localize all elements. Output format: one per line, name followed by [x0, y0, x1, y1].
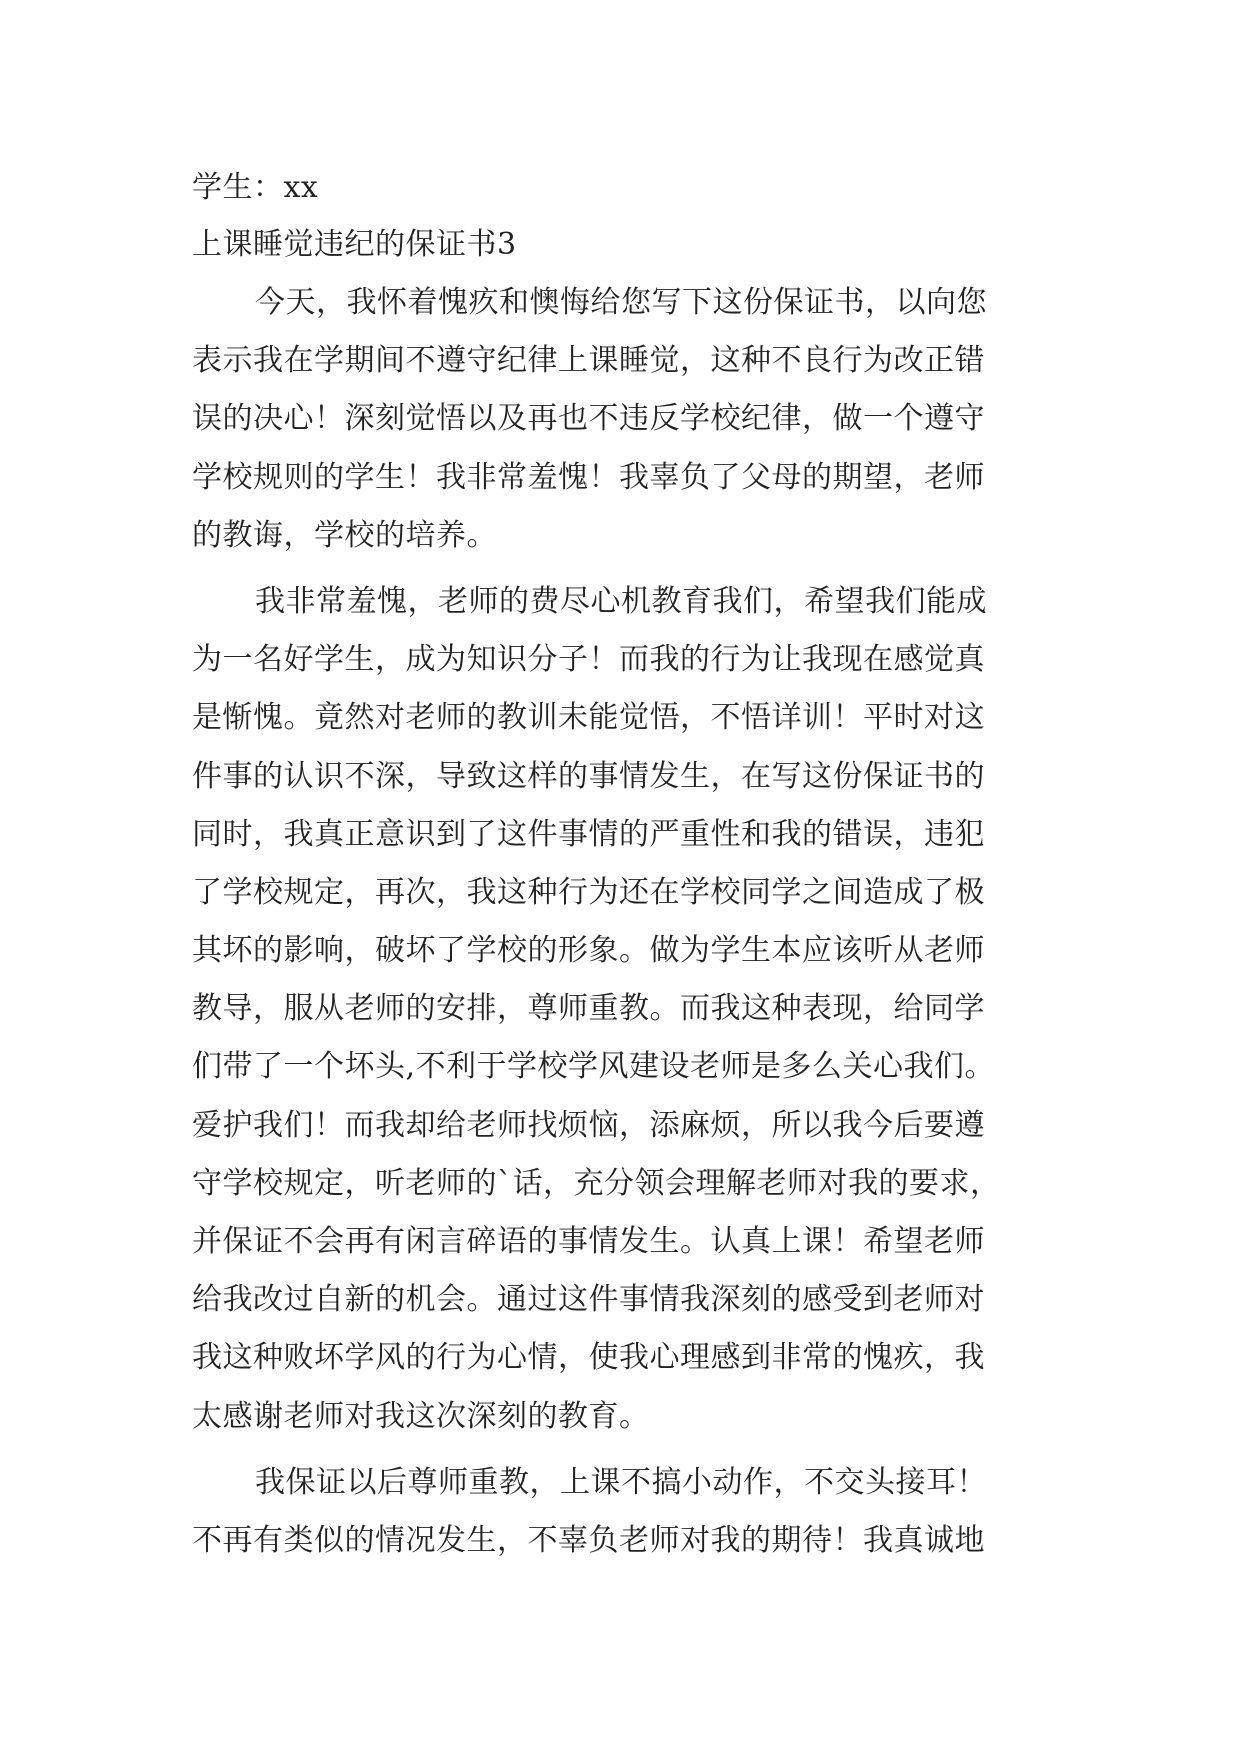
- paragraph-line: 给我改过自新的机会。通过这件事情我深刻的感受到老师对: [192, 1282, 985, 1318]
- paragraph-line: 的教诲，学校的培养。: [192, 517, 497, 553]
- paragraph-line: 爱护我们！而我却给老师找烦恼，添麻烦，所以我今后要遵: [192, 1107, 985, 1143]
- paragraph-3: [192, 1454, 1068, 1570]
- paragraph-line: 其坏的影响，破坏了学校的形象。做为学生本应该听从老师: [192, 933, 985, 969]
- paragraph-line: 教导，服从老师的安排，尊师重教。而我这种表现，给同学: [192, 991, 985, 1027]
- paragraph-line: 今天，我怀着愧疚和懊悔给您写下这份保证书，以向您: [255, 285, 987, 320]
- paragraph-line: 了学校规定，再次，我这种行为还在学校同学之间造成了极: [192, 874, 985, 910]
- document-body: [192, 160, 1068, 1570]
- document-title: 上课睡觉违纪的保证书3: [192, 227, 517, 262]
- paragraph-line: 我非常羞愧，老师的费尽心机教育我们，希望我们能成: [255, 583, 987, 619]
- paragraph-line: 太感谢老师对我这次深刻的教育。: [192, 1398, 650, 1434]
- paragraph-line: 误的决心！深刻觉悟以及再也不违反学校纪律，做一个遵守: [192, 401, 985, 437]
- student-line: 学生：xx: [192, 170, 319, 205]
- paragraph-line: 是惭愧。竟然对老师的教训未能觉悟，不悟详训！平时对这: [192, 700, 985, 736]
- paragraph-line: 表示我在学期间不遵守纪律上课睡觉，这种不良行为改正错: [192, 343, 985, 379]
- paragraph-line: 件事的认识不深，导致这样的事情发生，在写这份保证书的: [192, 758, 985, 794]
- paragraph-line: 学校规则的学生！我非常羞愧！我辜负了父母的期望，老师: [192, 459, 985, 495]
- paragraph-1: [192, 274, 1068, 565]
- paragraph-2: [192, 573, 1068, 1446]
- paragraph-line: 并保证不会再有闲言碎语的事情发生。认真上课！希望老师: [192, 1224, 985, 1259]
- paragraph-line: 们带了一个坏头,不利于学校学风建设老师是多么关心我们。: [192, 1049, 996, 1085]
- paragraph-line: 守学校规定，听老师的`话，充分领会理解老师对我的要求，: [192, 1165, 1001, 1201]
- paragraph-line: 我保证以后尊师重教，上课不搞小动作，不交头接耳！: [255, 1464, 987, 1500]
- paragraph-line: 不再有类似的情况发生，不辜负老师对我的期待！我真诚地: [192, 1522, 985, 1558]
- paragraph-line: 为一名好学生，成为知识分子！而我的行为让我现在感觉真: [192, 642, 985, 678]
- paragraph-line: 同时，我真正意识到了这件事情的严重性和我的错误，违犯: [192, 816, 985, 852]
- paragraph-line: 我这种败坏学风的行为心情，使我心理感到非常的愧疚，我: [192, 1340, 985, 1376]
